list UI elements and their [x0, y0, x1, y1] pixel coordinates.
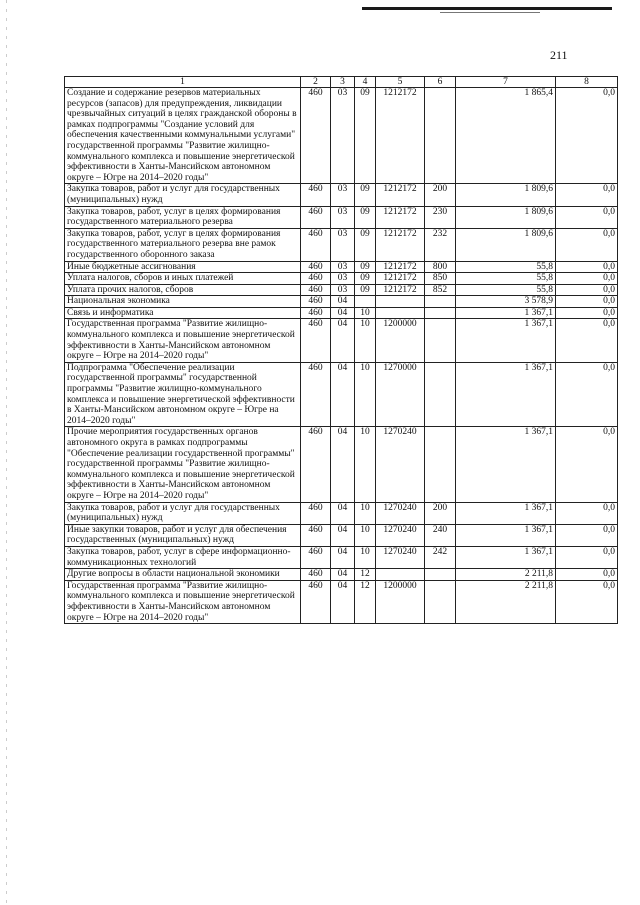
row-expense-type-cell: 200 [425, 184, 456, 206]
row-name-cell: Уплата налогов, сборов и иных платежей [65, 273, 301, 285]
row-subsection-cell: 09 [355, 206, 376, 228]
column-header: 5 [376, 77, 425, 88]
row-name-cell: Закупка товаров, работ, услуг в сфере информационно-коммуникационных технологий [65, 546, 301, 568]
row-target-cell: 1212172 [376, 284, 425, 296]
table-row [65, 88, 618, 184]
row-code-cell: 460 [301, 546, 331, 568]
row-amount-cell: 1 809,6 [456, 184, 556, 206]
row-subsection-cell [355, 296, 376, 308]
row-expense-type-cell: 200 [425, 502, 456, 524]
row-subsection-cell: 10 [355, 427, 376, 502]
row-expense-type-cell [425, 580, 456, 623]
table-row [65, 273, 618, 285]
row-name-cell: Подпрограмма "Обеспечение реализации государственной программы" государственной программы "Развитие жилищно-коммунального комплекса и повышение энергетической эффективности в Ханты-Мансийском автономном округе – Югре на 2014–2020 годы" [65, 362, 301, 427]
row-amount2-cell: 0,0 [556, 524, 618, 546]
row-section-cell: 04 [331, 296, 355, 308]
row-subsection-cell: 10 [355, 546, 376, 568]
row-code-cell: 460 [301, 206, 331, 228]
table-body [65, 88, 618, 624]
row-subsection-cell: 12 [355, 580, 376, 623]
row-name-cell: Создание и содержание резервов материальных ресурсов (запасов) для предупреждения, ликвидации чрезвычайных ситуаций в целях гражданской обороны в рамках подпрограммы "Создание условий для обеспечения качественными коммунальными услугами" государственной программы "Развитие жилищно-коммунального комплекса и повышение энергетической эффективности в Ханты-Мансийском автономном округе – Югре на 2014–2020 годы" [65, 88, 301, 184]
row-subsection-cell: 10 [355, 502, 376, 524]
row-amount2-cell: 0,0 [556, 296, 618, 308]
top-rule [362, 7, 612, 10]
row-code-cell: 460 [301, 307, 331, 319]
table-row [65, 502, 618, 524]
row-amount-cell: 1 367,1 [456, 307, 556, 319]
row-expense-type-cell: 240 [425, 524, 456, 546]
row-code-cell: 460 [301, 319, 331, 362]
row-name-cell: Уплата прочих налогов, сборов [65, 284, 301, 296]
row-section-cell: 04 [331, 319, 355, 362]
table-row [65, 569, 618, 581]
row-amount2-cell: 0,0 [556, 427, 618, 502]
row-amount2-cell: 0,0 [556, 273, 618, 285]
row-target-cell: 1212172 [376, 261, 425, 273]
row-amount-cell: 1 809,6 [456, 206, 556, 228]
row-amount2-cell: 0,0 [556, 184, 618, 206]
row-code-cell: 460 [301, 524, 331, 546]
row-target-cell: 1270240 [376, 427, 425, 502]
row-amount-cell: 1 367,1 [456, 319, 556, 362]
row-amount-cell: 2 211,8 [456, 580, 556, 623]
table-row [65, 524, 618, 546]
page-number: 211 [550, 48, 568, 62]
column-header: 6 [425, 77, 456, 88]
row-code-cell: 460 [301, 184, 331, 206]
row-amount2-cell: 0,0 [556, 546, 618, 568]
row-target-cell: 1212172 [376, 273, 425, 285]
row-target-cell: 1200000 [376, 580, 425, 623]
table-row [65, 307, 618, 319]
row-name-cell: Прочие мероприятия государственных органов автономного округа в рамках подпрограммы "Обеспечение реализации государственной программы" государственной программы "Развитие жилищно-коммунального комплекса и повышение энергетической эффективности в Ханты-Мансийском автономном округе – Югре на 2014–2020 годы" [65, 427, 301, 502]
row-amount2-cell: 0,0 [556, 284, 618, 296]
row-name-cell: Закупка товаров, работ, услуг в целях формирования государственного материального резерва [65, 206, 301, 228]
row-amount-cell: 55,8 [456, 261, 556, 273]
table-row [65, 296, 618, 308]
row-expense-type-cell [425, 88, 456, 184]
table-row [65, 261, 618, 273]
row-subsection-cell: 09 [355, 273, 376, 285]
row-expense-type-cell: 852 [425, 284, 456, 296]
row-amount-cell: 3 578,9 [456, 296, 556, 308]
row-section-cell: 03 [331, 184, 355, 206]
row-section-cell: 03 [331, 88, 355, 184]
row-code-cell: 460 [301, 427, 331, 502]
row-code-cell: 460 [301, 273, 331, 285]
row-amount-cell: 55,8 [456, 273, 556, 285]
row-subsection-cell: 10 [355, 362, 376, 427]
column-header: 8 [556, 77, 618, 88]
table-row [65, 228, 618, 261]
row-code-cell: 460 [301, 362, 331, 427]
row-name-cell: Национальная экономика [65, 296, 301, 308]
row-subsection-cell: 10 [355, 524, 376, 546]
row-target-cell: 1270240 [376, 546, 425, 568]
row-expense-type-cell: 232 [425, 228, 456, 261]
table-row [65, 319, 618, 362]
row-expense-type-cell: 800 [425, 261, 456, 273]
row-expense-type-cell [425, 319, 456, 362]
row-amount2-cell: 0,0 [556, 569, 618, 581]
row-amount-cell: 1 809,6 [456, 228, 556, 261]
row-section-cell: 03 [331, 273, 355, 285]
row-code-cell: 460 [301, 228, 331, 261]
row-section-cell: 04 [331, 524, 355, 546]
row-amount-cell: 1 367,1 [456, 502, 556, 524]
column-header: 7 [456, 77, 556, 88]
table-row [65, 362, 618, 427]
row-subsection-cell: 09 [355, 184, 376, 206]
row-amount2-cell: 0,0 [556, 502, 618, 524]
row-name-cell: Закупка товаров, работ и услуг для государственных (муниципальных) нужд [65, 502, 301, 524]
column-header: 1 [65, 77, 301, 88]
row-name-cell: Закупка товаров, работ и услуг для государственных (муниципальных) нужд [65, 184, 301, 206]
row-expense-type-cell [425, 362, 456, 427]
row-name-cell: Государственная программа "Развитие жилищно-коммунального комплекса и повышение энергетической эффективности в Ханты-Мансийском автономном округе – Югре на 2014–2020 годы" [65, 580, 301, 623]
row-target-cell: 1200000 [376, 319, 425, 362]
row-code-cell: 460 [301, 296, 331, 308]
row-expense-type-cell: 230 [425, 206, 456, 228]
row-subsection-cell: 10 [355, 307, 376, 319]
row-section-cell: 04 [331, 569, 355, 581]
row-amount-cell: 1 367,1 [456, 524, 556, 546]
table-row [65, 206, 618, 228]
row-amount2-cell: 0,0 [556, 88, 618, 184]
row-code-cell: 460 [301, 569, 331, 581]
table-row [65, 546, 618, 568]
table-row [65, 284, 618, 296]
row-target-cell: 1270000 [376, 362, 425, 427]
row-code-cell: 460 [301, 580, 331, 623]
column-header: 3 [331, 77, 355, 88]
row-code-cell: 460 [301, 502, 331, 524]
row-amount-cell: 1 367,1 [456, 546, 556, 568]
row-code-cell: 460 [301, 284, 331, 296]
row-name-cell: Иные закупки товаров, работ и услуг для обеспечения государственных (муниципальных) нужд [65, 524, 301, 546]
row-amount2-cell: 0,0 [556, 319, 618, 362]
row-section-cell: 04 [331, 362, 355, 427]
row-amount2-cell: 0,0 [556, 228, 618, 261]
row-subsection-cell: 09 [355, 88, 376, 184]
row-amount2-cell: 0,0 [556, 362, 618, 427]
row-expense-type-cell [425, 307, 456, 319]
row-target-cell: 1212172 [376, 228, 425, 261]
row-section-cell: 04 [331, 502, 355, 524]
row-name-cell: Государственная программа "Развитие жилищно-коммунального комплекса и повышение энергетической эффективности в Ханты-Мансийском автономном округе – Югре на 2014–2020 годы" [65, 319, 301, 362]
row-target-cell: 1270240 [376, 524, 425, 546]
row-amount-cell: 55,8 [456, 284, 556, 296]
row-expense-type-cell: 850 [425, 273, 456, 285]
row-section-cell: 04 [331, 580, 355, 623]
row-section-cell: 04 [331, 307, 355, 319]
row-section-cell: 03 [331, 228, 355, 261]
row-amount2-cell: 0,0 [556, 206, 618, 228]
row-target-cell [376, 296, 425, 308]
column-header: 4 [355, 77, 376, 88]
row-name-cell: Связь и информатика [65, 307, 301, 319]
row-expense-type-cell [425, 569, 456, 581]
row-amount2-cell: 0,0 [556, 580, 618, 623]
row-name-cell: Закупка товаров, работ, услуг в целях формирования государственного материального резерва вне рамок государственного оборонного заказа [65, 228, 301, 261]
row-name-cell: Иные бюджетные ассигнования [65, 261, 301, 273]
row-target-cell: 1270240 [376, 502, 425, 524]
row-target-cell [376, 307, 425, 319]
table-row [65, 580, 618, 623]
row-subsection-cell: 09 [355, 261, 376, 273]
row-section-cell: 03 [331, 206, 355, 228]
table-row [65, 427, 618, 502]
row-expense-type-cell: 242 [425, 546, 456, 568]
row-subsection-cell: 09 [355, 284, 376, 296]
row-code-cell: 460 [301, 88, 331, 184]
row-subsection-cell: 09 [355, 228, 376, 261]
row-subsection-cell: 12 [355, 569, 376, 581]
row-target-cell: 1212172 [376, 206, 425, 228]
row-target-cell [376, 569, 425, 581]
row-expense-type-cell [425, 296, 456, 308]
top-rule-thin [440, 12, 540, 13]
row-amount-cell: 2 211,8 [456, 569, 556, 581]
row-code-cell: 460 [301, 261, 331, 273]
row-section-cell: 04 [331, 427, 355, 502]
row-section-cell: 03 [331, 284, 355, 296]
row-section-cell: 04 [331, 546, 355, 568]
row-expense-type-cell [425, 427, 456, 502]
row-target-cell: 1212172 [376, 184, 425, 206]
row-amount-cell: 1 367,1 [456, 427, 556, 502]
budget-table [64, 76, 618, 624]
row-name-cell: Другие вопросы в области национальной экономики [65, 569, 301, 581]
scan-edge-artifact [6, 0, 7, 905]
row-amount2-cell: 0,0 [556, 307, 618, 319]
column-number-row [65, 77, 618, 88]
row-section-cell: 03 [331, 261, 355, 273]
row-amount-cell: 1 865,4 [456, 88, 556, 184]
table-row [65, 184, 618, 206]
row-target-cell: 1212172 [376, 88, 425, 184]
row-amount-cell: 1 367,1 [456, 362, 556, 427]
row-subsection-cell: 10 [355, 319, 376, 362]
row-amount2-cell: 0,0 [556, 261, 618, 273]
column-header: 2 [301, 77, 331, 88]
